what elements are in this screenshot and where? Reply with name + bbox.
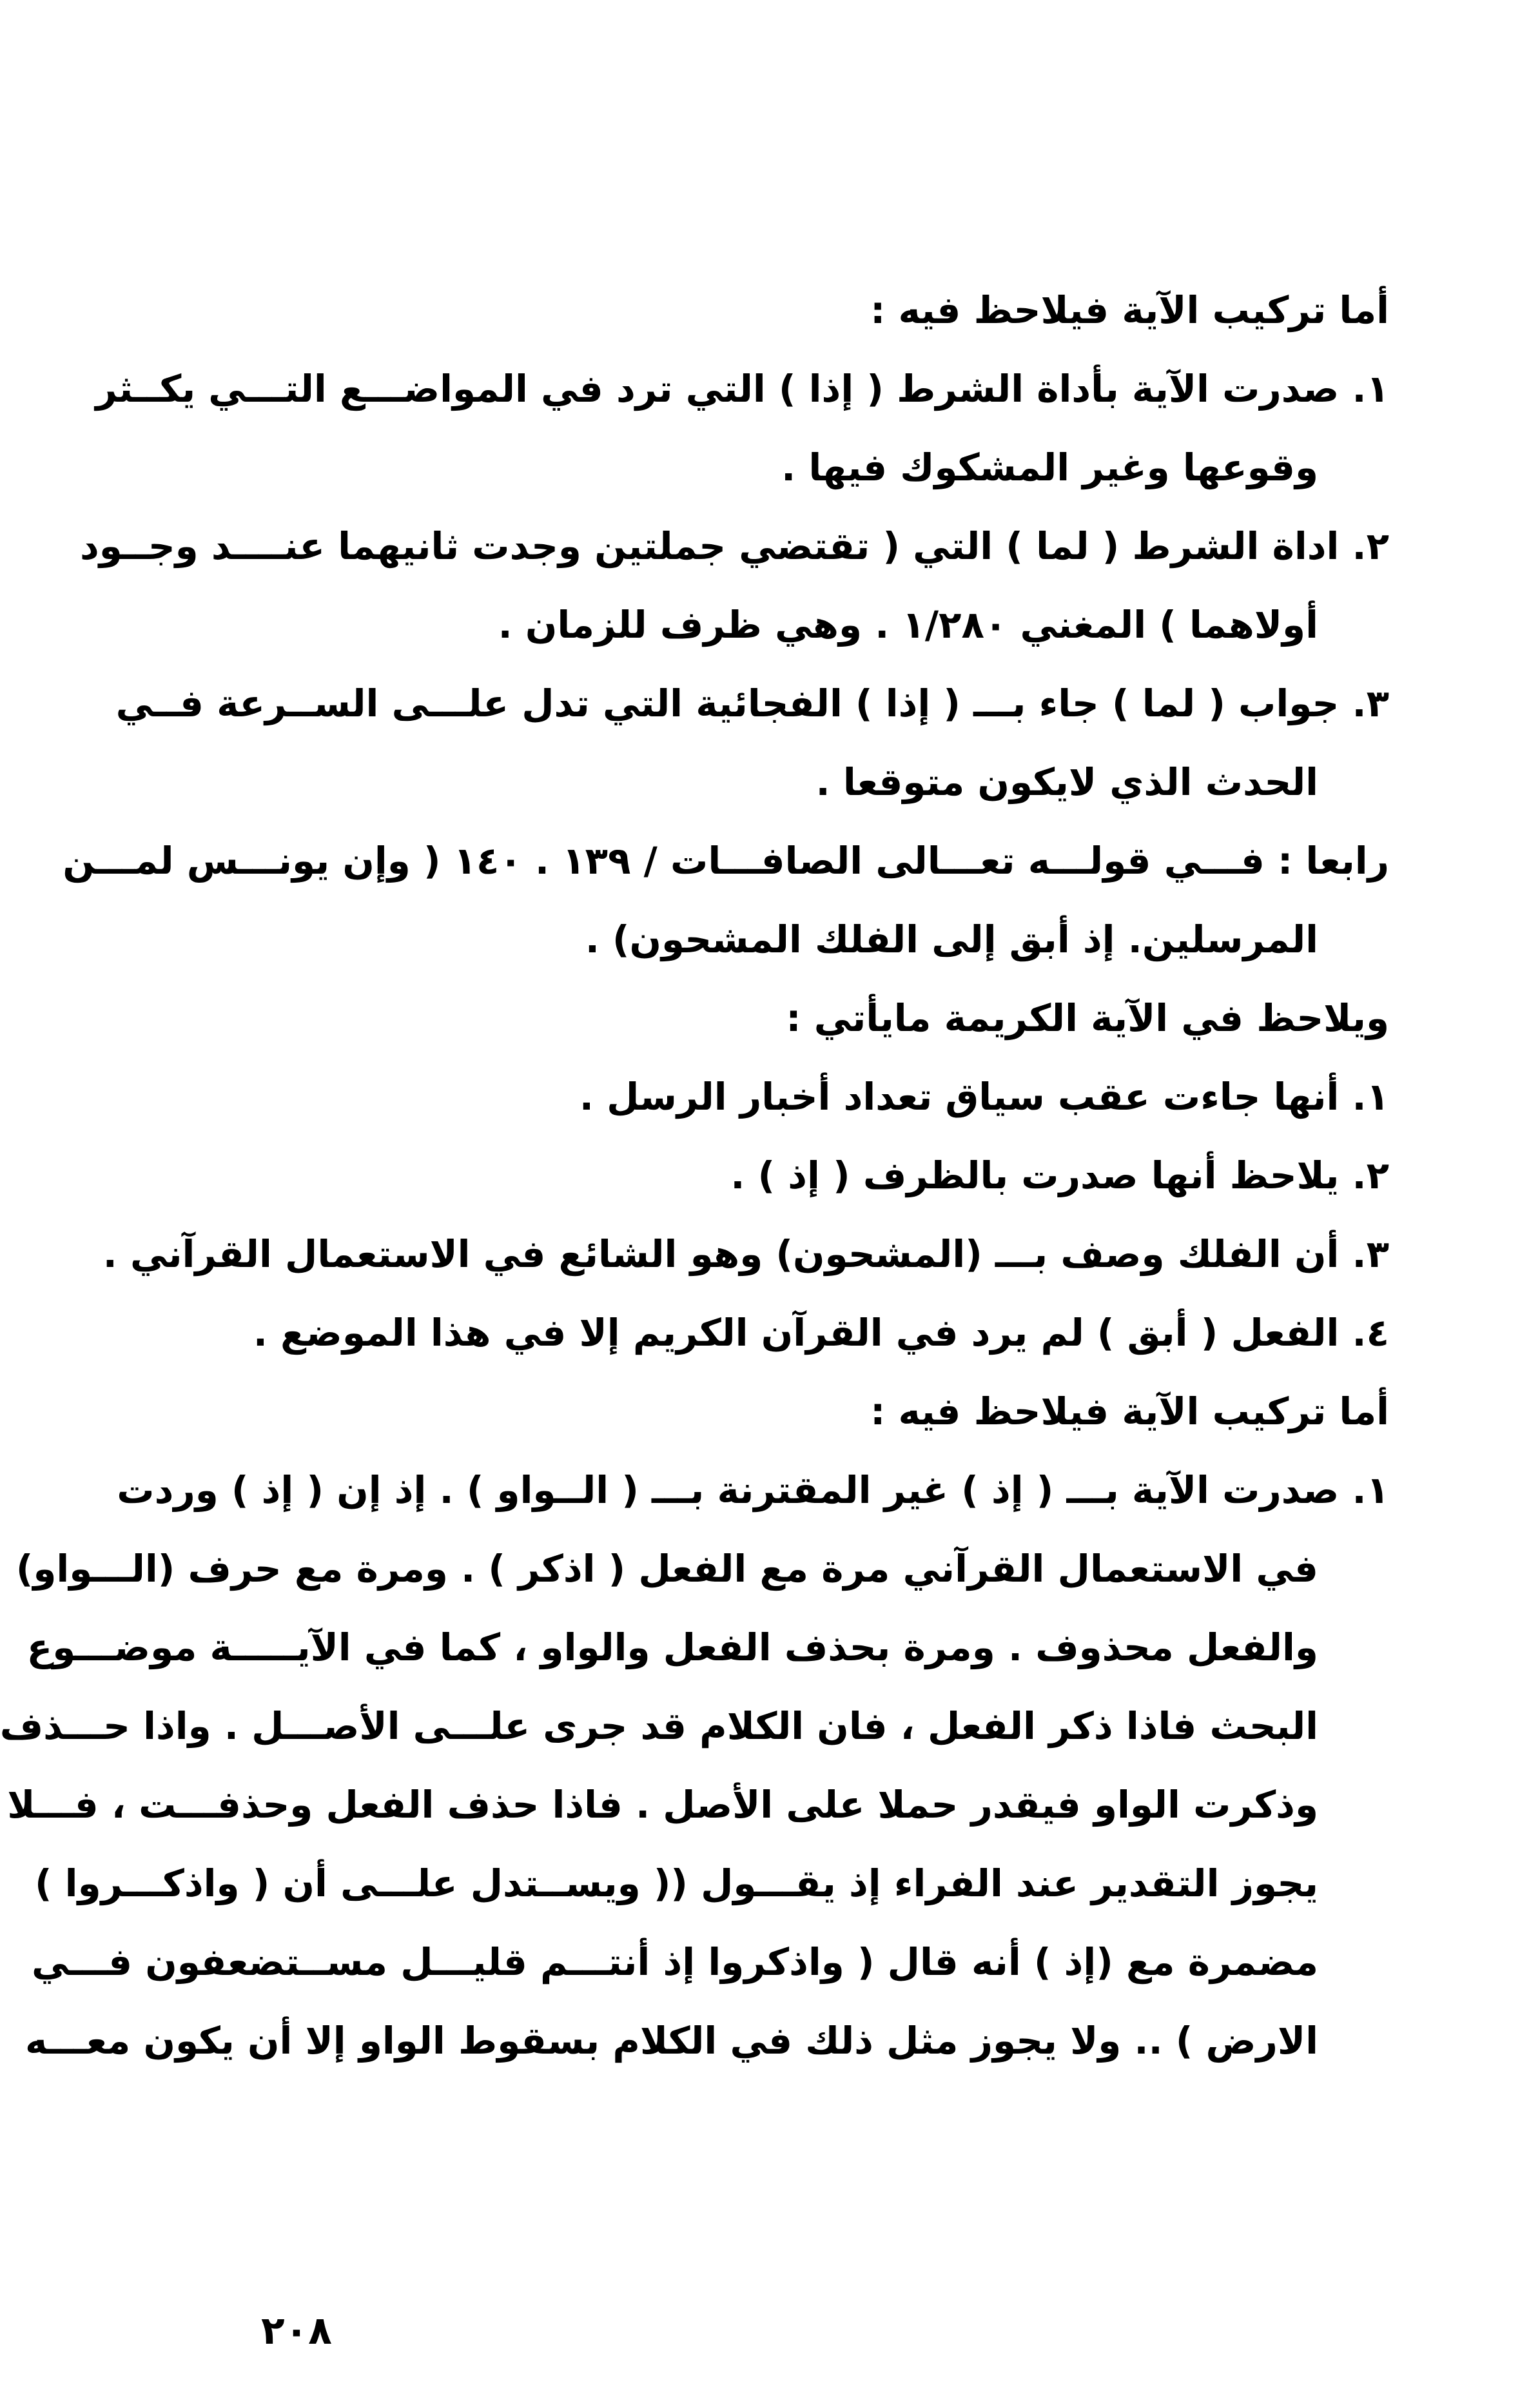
list-item-continuation: والفعل محذوف . ومرة بحذف الفعل والواو ، كما في الآيـــــة موضـــوع: [26, 1625, 1318, 1669]
list-item: ٢. اداة الشرط ( لما ) التي ( تقتضي جملتين وجدت ثانيهما عنــــد وجــود: [80, 524, 1389, 568]
list-item-continuation: البحث فاذا ذكر الفعل ، فان الكلام قد جرى علـــى الأصـــل . واذا حـــذف: [0, 1704, 1318, 1748]
list-item: ٢. يلاحظ أنها صدرت بالظرف ( إذ ) .: [730, 1153, 1389, 1197]
list-item-continuation: وذكرت الواو فيقدر حملا على الأصل . فاذا حذف الفعل وحذفـــت ، فـــلا: [7, 1783, 1318, 1827]
section-heading: ويلاحظ في الآية الكريمة مايأتي :: [786, 996, 1389, 1040]
list-item-continuation: يجوز التقدير عند الفراء إذ يقـــول (( ويســتدل علـــى أن ( واذكـــروا ): [34, 1861, 1318, 1905]
paragraph-line: رابعا : فـــي قولـــه تعـــالى الصافـــات / ١٣٩ . ١٤٠ ( وإن يونـــس لمـــن: [63, 839, 1389, 883]
paragraph-line: المرسلين. إذ أبق إلى الفلك المشحون) .: [585, 918, 1318, 961]
section-heading: أما تركيب الآية فيلاحظ فيه :: [870, 1389, 1389, 1433]
page-body: [0, 271, 1389, 2080]
list-item-continuation: الحدث الذي لايكون متوقعا .: [815, 760, 1318, 804]
section-heading: أما تركيب الآية فيلاحظ فيه :: [870, 288, 1389, 332]
list-item: ٣. جواب ( لما ) جاء بـــ ( إذا ) الفجائية التي تدل علـــى الســرعة فــي: [115, 682, 1389, 725]
page-number: ٢٠٨: [261, 2308, 332, 2353]
list-item: ١. صدرت الآية بأداة الشرط ( إذا ) التي ترد في المواضـــع التـــي يكــثر: [95, 367, 1389, 411]
list-item: ١. صدرت الآية بـــ ( إذ ) غير المقترنة بـــ ( الــواو ) . إذ إن ( إذ ) وردت: [117, 1468, 1389, 1512]
list-item-continuation: أولاهما ) المغني ١/٢٨٠ . وهي ظرف للزمان .: [498, 603, 1318, 647]
list-item-continuation: في الاستعمال القرآني مرة مع الفعل ( اذكر ) . ومرة مع حرف (الـــواو): [15, 1547, 1318, 1591]
list-item-continuation: مضمرة مع (إذ ) أنه قال ( واذكروا إذ أنتـــم قليـــل مســتضعفون فـــي: [31, 1940, 1318, 1984]
list-item-continuation: وقوعها وغير المشكوك فيها .: [781, 446, 1318, 489]
list-item: ٤. الفعل ( أبق ) لم يرد في القرآن الكريم إلا في هذا الموضع .: [253, 1311, 1389, 1355]
list-item: ٣. أن الفلك وصف بـــ (المشحون) وهو الشائع في الاستعمال القرآني .: [102, 1232, 1389, 1276]
list-item: ١. أنها جاءت عقب سياق تعداد أخبار الرسل .: [579, 1075, 1389, 1119]
list-item-continuation: الارض ) .. ولا يجوز مثل ذلك في الكلام بسقوط الواو إلا أن يكون معـــه: [24, 2019, 1318, 2063]
